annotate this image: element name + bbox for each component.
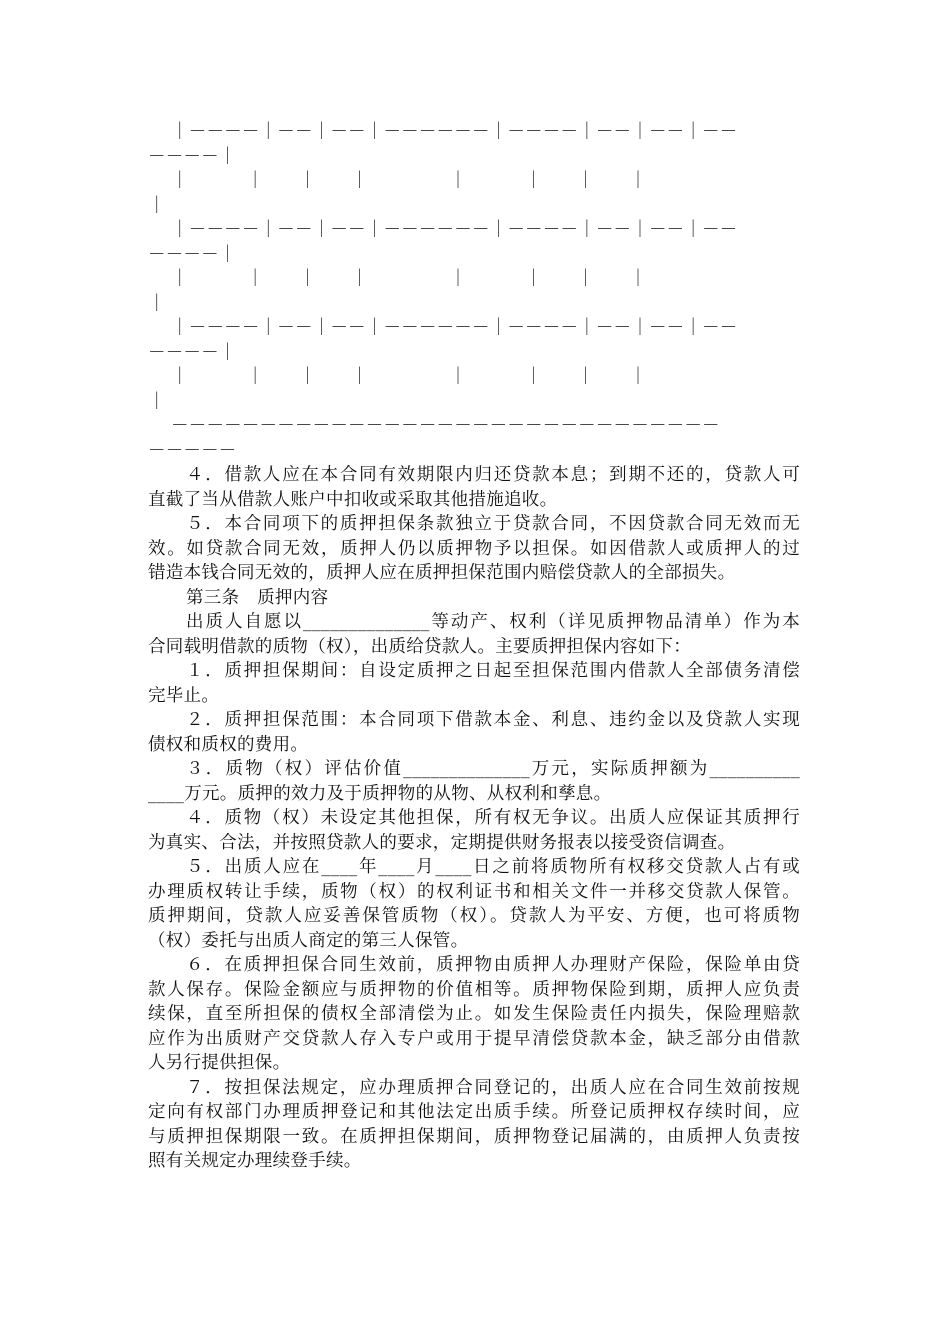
table-text-line: ｜: [148, 293, 166, 314]
paragraph-line: 照有关规定办理续登手续。: [148, 1151, 362, 1171]
table-text-line: －－－－｜: [148, 244, 237, 265]
table-text-line: ｜: [148, 195, 166, 216]
table-text-line: ｜: [148, 391, 166, 412]
paragraph-line: ３．质物（权）评估价值______________万元，实际质押额为__________: [186, 759, 800, 779]
paragraph-line: 款人保存。保险金额应与质押物的价值相等。质押物保险到期，质押人应负责: [148, 979, 800, 1000]
paragraph-line: ６．在质押担保合同生效前，质押物由质押人办理财产保险，保险单由贷: [186, 955, 800, 975]
table-text-line: ｜ ｜ ｜ ｜ ｜ ｜ ｜ ｜: [148, 367, 647, 387]
table-text-line: ｜ ｜ ｜ ｜ ｜ ｜ ｜ ｜: [148, 269, 647, 289]
paragraph-line: 定向有权部门办理质押登记和其他法定出质手续。所登记质押权存续时间，应: [148, 1102, 800, 1122]
paragraph-line: 债权和质权的费用。: [148, 734, 309, 755]
table-text-line: ｜ ｜ ｜ ｜ ｜ ｜ ｜ ｜: [148, 171, 647, 191]
paragraph-line: 第三条 质押内容: [186, 587, 329, 608]
paragraph-line: ５．出质人应在____年____月____日之前将质物所有权移交贷款人占有或: [186, 857, 800, 877]
paragraph-line: 应作为出质财产交贷款人存入专户或用于提早清偿贷款本金，缺乏部分由借款: [148, 1028, 800, 1049]
paragraph-line: 为真实、合法，并按照贷款人的要求，定期提供财务报表以接受资信调查。: [148, 832, 736, 853]
paragraph-line: １．质押担保期间：自设定质押之日起至担保范围内借款人全部债务清偿: [186, 661, 800, 681]
paragraph-line: 合同载明借款的质物（权），出质给贷款人。主要质押担保内容如下：: [148, 636, 692, 657]
paragraph-line: ７．按担保法规定，应办理质押合同登记的，出质人应在合同生效前按规: [186, 1077, 800, 1098]
table-text-line: －－－－｜: [148, 146, 237, 167]
table-text-line: －－－－－－－－－－－－－－－－－－－－－－－－－－－－－－－: [148, 416, 720, 436]
paragraph-line: 出质人自愿以______________等动产、权利（详见质押物品清单）作为本: [186, 612, 800, 632]
paragraph-line: ４．借款人应在本合同有效期限内归还贷款本息；到期不还的，贷款人可: [186, 465, 800, 485]
text-table: [148, 120, 800, 463]
paragraph-line: ____万元。质押的效力及于质押物的从物、从权利和孳息。: [148, 783, 612, 804]
paragraph-line: 效。如贷款合同无效，质押人仍以质押物予以担保。如因借款人或质押人的过: [148, 538, 800, 559]
paragraph-line: 续保，直至所担保的债权全部清偿为止。如发生保险责任内损失，保险理赔款: [148, 1004, 800, 1024]
paragraph-line: 完毕止。: [148, 685, 220, 706]
paragraph-line: ５．本合同项下的质押担保条款独立于贷款合同，不因贷款合同无效而无: [186, 514, 800, 534]
paragraph-line: 错造本钱合同无效的，质押人应在质押担保范围内赔偿贷款人的全部损失。: [148, 563, 736, 583]
table-text-line: －－－－－: [148, 440, 237, 461]
paragraph-line: ２．质押担保范围：本合同项下借款本金、利息、违约金以及贷款人实现: [186, 710, 800, 730]
paragraph-line: 直截了当从借款人账户中扣收或采取其他措施追收。: [148, 489, 558, 510]
paragraph-line: 质押期间，贷款人应妥善保管质物（权）。贷款人为平安、方便，也可将质物: [148, 906, 800, 926]
paragraph-line: 人另行提供担保。: [148, 1053, 291, 1073]
document-page: [148, 120, 800, 1174]
table-text-line: ｜－－－－｜－－｜－－｜－－－－－－｜－－－－｜－－｜－－｜－－: [148, 220, 738, 240]
table-text-line: －－－－｜: [148, 342, 237, 363]
paragraph-line: 办理质权转让手续，质物（权）的权利证书和相关文件一并移交贷款人保管。: [148, 881, 800, 902]
table-text-line: ｜－－－－｜－－｜－－｜－－－－－－｜－－－－｜－－｜－－｜－－: [148, 122, 738, 142]
contract-body: [148, 463, 800, 1174]
table-text-line: ｜－－－－｜－－｜－－｜－－－－－－｜－－－－｜－－｜－－｜－－: [148, 318, 738, 338]
paragraph-line: ４．质物（权）未设定其他担保，所有权无争议。出质人应保证其质押行: [186, 808, 800, 828]
paragraph-line: 与质押担保期限一致。在质押担保期间，质押物登记届满的，由质押人负责按: [148, 1126, 800, 1147]
paragraph-line: （权）委托与出质人商定的第三人保管。: [148, 930, 469, 951]
